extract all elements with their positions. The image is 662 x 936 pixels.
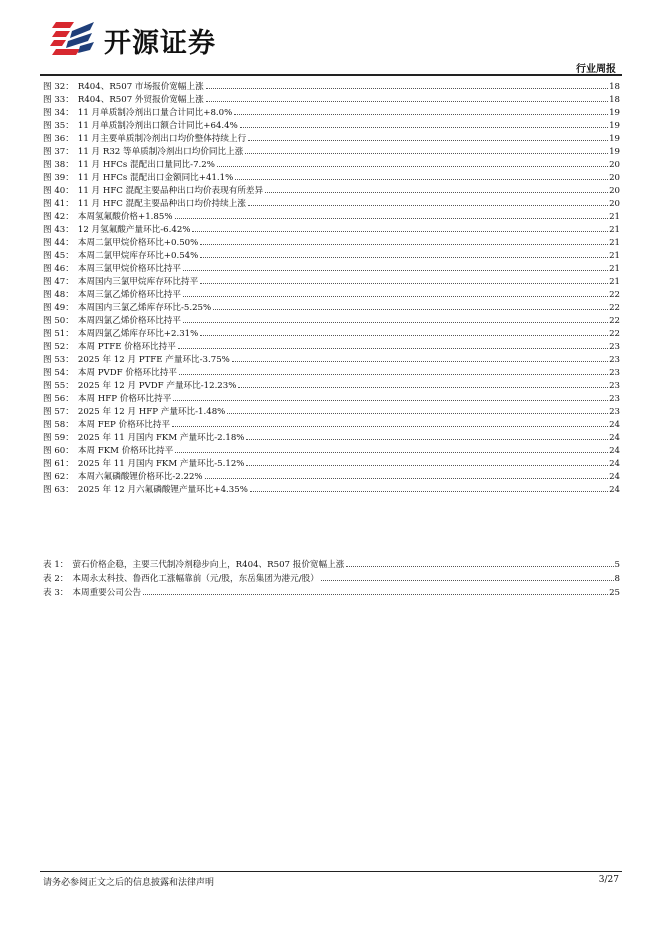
toc-dot-leader [206, 88, 608, 89]
toc-entry-label: 图 58： [43, 420, 74, 431]
figure-toc-entry[interactable] [43, 367, 620, 380]
toc-entry-page: 23 [609, 342, 620, 353]
toc-dot-leader [232, 361, 608, 362]
toc-entry-page: 24 [609, 446, 620, 457]
toc-entry-page: 21 [609, 225, 620, 236]
toc-entry-title: 本周 PVDF 价格环比持平 [77, 368, 177, 379]
toc-entry-label: 图 59： [43, 433, 74, 444]
toc-entry-label: 图 35： [43, 121, 74, 132]
toc-entry-page: 19 [609, 121, 620, 132]
table-toc-entry[interactable] [43, 572, 620, 586]
toc-dot-leader [178, 348, 608, 349]
toc-dot-leader [175, 452, 608, 453]
figure-toc-entry[interactable] [43, 393, 620, 406]
toc-entry-title: 本周四氯乙烯库存环比+2.31% [77, 329, 199, 340]
figure-toc-entry[interactable] [43, 237, 620, 250]
toc-entry-label: 图 62： [43, 472, 74, 483]
toc-entry-title: 11 月单质制冷剂出口额合计同比+64.4% [77, 121, 238, 132]
figure-toc-entry[interactable] [43, 276, 620, 289]
toc-entry-page: 23 [609, 355, 620, 366]
toc-dot-leader [183, 270, 608, 271]
toc-entry-label: 图 46： [43, 264, 74, 275]
toc-entry-page: 20 [609, 160, 620, 171]
toc-entry-title: 萤石价格企稳，主要三代制冷剂稳步向上，R404、R507 报价宽幅上涨 [72, 560, 345, 570]
figure-toc-entry[interactable] [43, 419, 620, 432]
toc-entry-label: 图 37： [43, 147, 74, 158]
figure-toc-entry[interactable] [43, 133, 620, 146]
toc-entry-title: 本周 HFP 价格环比持平 [77, 394, 172, 405]
figure-toc-list [43, 81, 620, 498]
figure-toc-entry[interactable] [43, 159, 620, 172]
toc-entry-page: 19 [609, 108, 620, 119]
figure-toc-entry[interactable] [43, 354, 620, 367]
toc-entry-label: 图 56： [43, 394, 74, 405]
toc-entry-page: 20 [609, 199, 620, 210]
toc-entry-title: 12 月氢氟酸产量环比-6.42% [77, 225, 191, 236]
toc-entry-title: 2025 年 12 月 HFP 产量环比-1.48% [77, 407, 226, 418]
toc-entry-page: 5 [614, 560, 620, 570]
toc-entry-page: 18 [609, 82, 620, 92]
toc-entry-label: 图 61： [43, 459, 74, 470]
toc-entry-label: 图 36： [43, 134, 74, 145]
figure-toc-entry[interactable] [43, 328, 620, 341]
toc-dot-leader [200, 335, 608, 336]
toc-entry-page: 22 [609, 329, 620, 340]
toc-entry-title: 11 月单质制冷剂出口量合计同比+8.0% [77, 108, 233, 119]
toc-dot-leader [248, 140, 608, 141]
toc-entry-page: 20 [609, 173, 620, 184]
figure-toc-entry[interactable] [43, 107, 620, 120]
toc-entry-title: 本周六氟磷酸锂价格环比-2.22% [77, 472, 203, 483]
toc-entry-label: 图 44： [43, 238, 74, 249]
toc-entry-title: 2025 年 12 月 PTFE 产量环比-3.75% [77, 355, 230, 366]
toc-entry-page: 23 [609, 394, 620, 405]
figure-toc-entry[interactable] [43, 302, 620, 315]
toc-entry-page: 23 [609, 407, 620, 418]
figure-toc-entry[interactable] [43, 81, 620, 94]
brand-name: 开源证券 [104, 27, 216, 59]
toc-entry-label: 图 39： [43, 173, 74, 184]
toc-entry-label: 图 54： [43, 368, 74, 379]
toc-entry-label: 表 3： [43, 588, 69, 599]
toc-dot-leader [173, 400, 608, 401]
figure-toc-entry[interactable] [43, 263, 620, 276]
toc-dot-leader [234, 114, 608, 115]
toc-entry-label: 图 41： [43, 199, 74, 210]
toc-entry-title: 本周国内三氯乙烯库存环比-5.25% [77, 303, 212, 314]
toc-dot-leader [238, 387, 608, 388]
figure-toc-entry[interactable] [43, 120, 620, 133]
toc-entry-title: 11 月 HFC 混配主要品种出口均价持续上涨 [77, 199, 246, 210]
toc-entry-page: 24 [609, 459, 620, 470]
toc-entry-title: 11 月 HFC 混配主要品种出口均价表现有所差异 [77, 186, 264, 197]
figure-toc-entry[interactable] [43, 224, 620, 237]
toc-dot-leader [246, 465, 608, 466]
toc-entry-title: 本周国内三氯甲烷库存环比持平 [77, 277, 199, 288]
toc-dot-leader [200, 244, 608, 245]
figure-toc-entry[interactable] [43, 458, 620, 471]
figure-toc-entry[interactable] [43, 432, 620, 445]
toc-entry-title: 11 月 HFCs 混配出口量同比-7.2% [77, 160, 215, 171]
toc-entry-title: 11 月主要单质制冷剂出口均价整体持续上行 [77, 134, 247, 145]
report-type-label: 行业周报 [576, 64, 616, 75]
toc-entry-title: 本周重要公司公告 [72, 588, 142, 599]
table-toc-entry[interactable] [43, 558, 620, 572]
brand-logo-icon [50, 20, 96, 60]
toc-entry-label: 图 57： [43, 407, 74, 418]
toc-entry-page: 19 [609, 134, 620, 145]
figure-toc-entry[interactable] [43, 146, 620, 159]
toc-dot-leader [240, 127, 608, 128]
toc-entry-title: 11 月 HFCs 混配出口金额同比+41.1% [77, 173, 234, 184]
toc-dot-leader [246, 439, 608, 440]
toc-entry-title: 本周 FEP 价格环比持平 [77, 420, 171, 431]
toc-dot-leader [172, 426, 608, 427]
figure-toc-entry[interactable] [43, 406, 620, 419]
figure-toc-entry[interactable] [43, 380, 620, 393]
toc-entry-title: R404、R507 市场报价宽幅上涨 [77, 82, 204, 92]
toc-entry-label: 图 52： [43, 342, 74, 353]
toc-dot-leader [200, 257, 608, 258]
toc-entry-label: 图 50： [43, 316, 74, 327]
toc-entry-page: 23 [609, 381, 620, 392]
toc-entry-title: 本周二氯甲烷库存环比+0.54% [77, 251, 199, 262]
toc-entry-title: 本周三氯甲烷价格环比持平 [77, 264, 181, 275]
toc-dot-leader [217, 166, 608, 167]
toc-entry-title: 2025 年 11 月国内 FKM 产量环比-5.12% [77, 459, 245, 470]
figure-toc-entry[interactable] [43, 341, 620, 354]
table-toc-list [43, 558, 620, 601]
toc-entry-label: 图 32： [43, 82, 74, 92]
toc-entry-page: 22 [609, 303, 620, 314]
toc-dot-leader [321, 580, 614, 581]
toc-entry-page: 22 [609, 290, 620, 301]
toc-entry-page: 21 [609, 277, 620, 288]
toc-entry-title: R404、R507 外贸报价宽幅上涨 [77, 95, 204, 106]
toc-entry-label: 表 1： [43, 560, 69, 570]
toc-entry-page: 8 [614, 574, 620, 585]
toc-entry-label: 图 40： [43, 186, 74, 197]
figure-toc-entry[interactable] [43, 471, 620, 484]
figure-toc-entry[interactable] [43, 484, 620, 497]
toc-entry-title: 本周氢氟酸价格+1.85% [77, 212, 173, 223]
disclaimer-note: 请务必参阅正文之后的信息披露和法律声明 [43, 878, 215, 888]
toc-entry-label: 图 53： [43, 355, 74, 366]
figure-toc-entry[interactable] [43, 315, 620, 328]
toc-dot-leader [183, 296, 608, 297]
toc-entry-title: 2025 年 11 月国内 FKM 产量环比-2.18% [77, 433, 245, 444]
toc-entry-page: 22 [609, 316, 620, 327]
toc-entry-label: 图 42： [43, 212, 74, 223]
footer-divider [40, 871, 622, 872]
toc-entry-page: 23 [609, 368, 620, 379]
figure-toc-entry[interactable] [43, 94, 620, 107]
toc-dot-leader [175, 218, 609, 219]
toc-dot-leader [248, 205, 608, 206]
toc-dot-leader [346, 566, 613, 567]
toc-dot-leader [192, 231, 608, 232]
toc-entry-title: 11 月 R32 等单质制冷剂出口均价同比上涨 [77, 147, 244, 158]
toc-entry-label: 图 55： [43, 381, 74, 392]
toc-dot-leader [227, 413, 608, 414]
toc-entry-label: 图 49： [43, 303, 74, 314]
toc-dot-leader [206, 101, 608, 102]
figure-toc-entry[interactable] [43, 250, 620, 263]
page-number: 3/27 [598, 875, 619, 885]
toc-entry-label: 图 60： [43, 446, 74, 457]
toc-entry-title: 本周三氯乙烯价格环比持平 [77, 290, 181, 301]
toc-entry-label: 表 2： [43, 574, 69, 585]
toc-dot-leader [205, 478, 608, 479]
figure-toc-entry[interactable] [43, 198, 620, 211]
figure-toc-entry[interactable] [43, 172, 620, 185]
toc-dot-leader [265, 192, 608, 193]
toc-entry-title: 2025 年 12 月 PVDF 产量环比-12.23% [77, 381, 237, 392]
toc-entry-page: 24 [609, 472, 620, 483]
toc-dot-leader [245, 153, 608, 154]
toc-entry-page: 24 [609, 485, 620, 496]
table-toc-entry[interactable] [43, 586, 620, 600]
toc-dot-leader [183, 322, 608, 323]
figure-toc-entry[interactable] [43, 445, 620, 458]
toc-entry-title: 本周 PTFE 价格环比持平 [77, 342, 176, 353]
brand-logo [50, 20, 216, 60]
header-divider [40, 74, 622, 76]
toc-entry-page: 21 [609, 251, 620, 262]
toc-entry-label: 图 63： [43, 485, 74, 496]
toc-entry-page: 25 [609, 588, 620, 599]
toc-entry-page: 18 [609, 95, 620, 106]
toc-dot-leader [213, 309, 608, 310]
toc-dot-leader [250, 491, 608, 492]
toc-entry-label: 图 48： [43, 290, 74, 301]
toc-entry-page: 24 [609, 420, 620, 431]
figure-toc-entry[interactable] [43, 211, 620, 224]
toc-entry-label: 图 33： [43, 95, 74, 106]
toc-entry-page: 21 [609, 238, 620, 249]
toc-entry-label: 图 51： [43, 329, 74, 340]
toc-entry-title: 本周永太科技、鲁西化工涨幅靠前（元/股，东岳集团为港元/股） [72, 574, 319, 585]
toc-entry-label: 图 43： [43, 225, 74, 236]
toc-entry-title: 本周二氯甲烷价格环比+0.50% [77, 238, 199, 249]
toc-entry-page: 20 [609, 186, 620, 197]
toc-entry-page: 19 [609, 147, 620, 158]
toc-dot-leader [143, 594, 608, 595]
toc-dot-leader [179, 374, 608, 375]
toc-entry-label: 图 47： [43, 277, 74, 288]
toc-dot-leader [200, 283, 608, 284]
toc-entry-label: 图 34： [43, 108, 74, 119]
figure-toc-entry[interactable] [43, 289, 620, 302]
toc-entry-title: 本周四氯乙烯价格环比持平 [77, 316, 181, 327]
toc-entry-page: 24 [609, 433, 620, 444]
toc-entry-page: 21 [609, 264, 620, 275]
figure-toc-entry[interactable] [43, 185, 620, 198]
toc-entry-title: 本周 FKM 价格环比持平 [77, 446, 174, 457]
toc-entry-page: 21 [609, 212, 620, 223]
toc-entry-label: 图 38： [43, 160, 74, 171]
toc-entry-title: 2025 年 12 月六氟磷酸锂产量环比+4.35% [77, 485, 248, 496]
page-header [0, 0, 662, 80]
toc-dot-leader [235, 179, 608, 180]
toc-entry-label: 图 45： [43, 251, 74, 262]
